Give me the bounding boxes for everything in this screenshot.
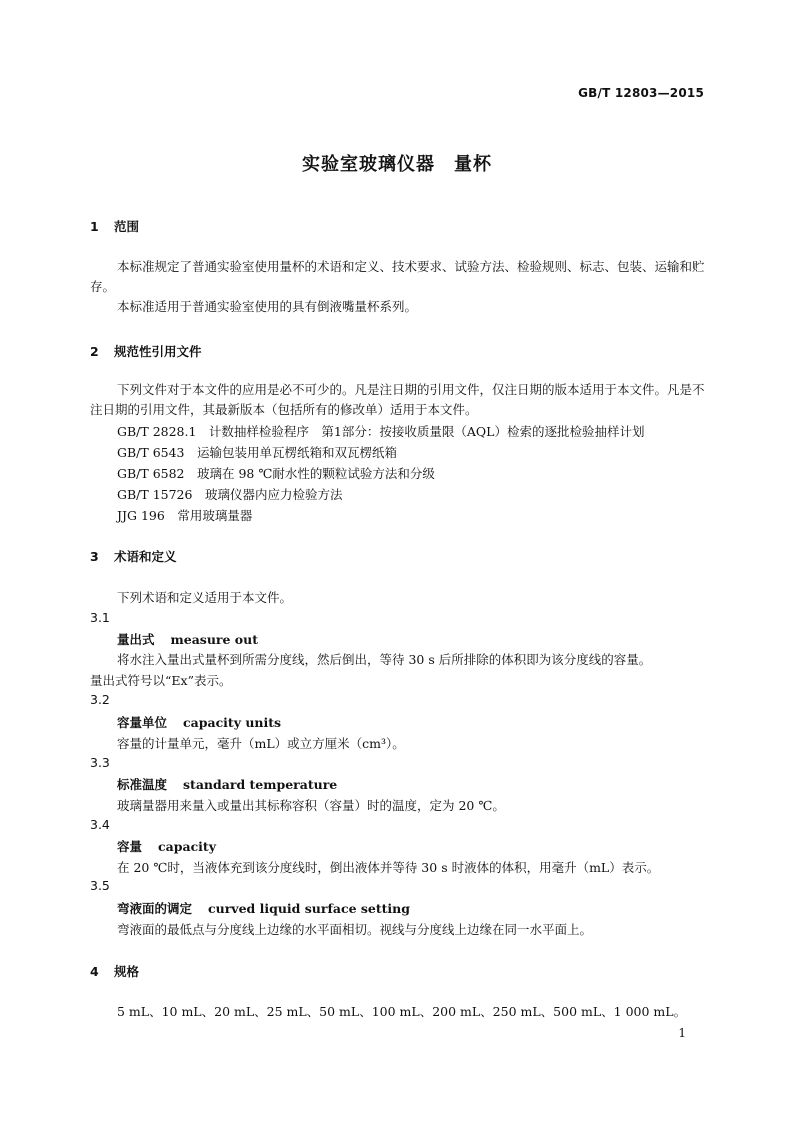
standard-code: GB/T 12803—2015 [578,86,704,100]
scope-paragraph-2: 本标准适用于普通实验室使用的具有倒液嘴量杯系列。 [117,299,418,314]
term-heading [117,630,258,648]
section-title: 规格 [114,964,140,979]
page-number: 1 [678,1026,686,1040]
term-name-en: capacity units [183,715,282,730]
section-heading-normative [90,342,202,360]
term-number: 3.3 [90,755,110,770]
reference-item: GB/T 15726 玻璃仪器内应力检验方法 [117,487,343,502]
term-name-en: curved liquid surface setting [208,901,410,916]
term-definition: 在 20 ℃时，当液体充到该分度线时，倒出液体并等待 30 s 时液体的体积，用毫升（mL）表示。 [117,860,660,875]
term-definition: 将水注入量出式量杯到所需分度线，然后倒出，等待 30 s 后所排除的体积即为该分度线的容量。 [117,652,652,667]
section-number: 4 [90,964,99,979]
term-definition: 弯液面的最低点与分度线上边缘的水平面相切。视线与分度线上边缘在同一水平面上。 [117,922,593,937]
section-heading-specs [90,962,139,980]
page-title: 实验室玻璃仪器 量杯 [302,154,492,175]
terms-intro: 下列术语和定义适用于本文件。 [117,590,293,605]
term-number: 3.2 [90,692,110,707]
term-definition: 玻璃量器用来量入或量出其标称容积（容量）时的温度，定为 20 ℃。 [117,798,505,813]
term-name-zh: 容量 [117,839,143,854]
term-name-zh: 量出式 [117,632,155,647]
specs-list: 5 mL、10 mL、20 mL、25 mL、50 mL、100 mL、200 mL、250 mL、500 mL、1 000 mL。 [117,1004,687,1019]
reference-item: GB/T 6543 运输包装用单瓦楞纸箱和双瓦楞纸箱 [117,445,398,460]
term-number: 3.5 [90,878,110,893]
section-number: 3 [90,549,99,564]
section-title: 规范性引用文件 [114,344,202,359]
normative-intro: 下列文件对于本文件的应用是必不可少的。凡是注日期的引用文件，仅注日期的版本适用于本文件。凡是不注日期的引用文件，其最新版本（包括所有的修改单）适用于本文件。 [90,382,705,417]
section-heading-terms [90,547,177,565]
reference-item: JJG 196 常用玻璃量器 [117,508,253,523]
section-heading-scope [90,217,139,235]
term-definition: 容量的计量单元，毫升（mL）或立方厘米（cm³）。 [117,736,405,751]
term-name-zh: 容量单位 [117,715,168,730]
section-number: 2 [90,344,99,359]
term-name-en: capacity [158,839,216,854]
term-heading [117,775,337,793]
section-title: 术语和定义 [114,549,177,564]
section-title: 范围 [114,219,140,234]
term-heading [117,899,410,917]
reference-item: GB/T 2828.1 计数抽样检验程序 第1部分：按接收质量限（AQL）检索的逐批检验抽样计划 [117,424,645,439]
term-name-zh: 标准温度 [117,777,168,792]
term-definition-note: 量出式符号以“Ex”表示。 [90,673,232,688]
term-name-en: standard temperature [183,777,338,792]
term-name-en: measure out [170,632,259,647]
reference-item: GB/T 6582 玻璃在 98 ℃耐水性的颗粒试验方法和分级 [117,466,435,481]
section-number: 1 [90,219,99,234]
term-heading [117,837,216,855]
term-number: 3.4 [90,817,110,832]
term-number: 3.1 [90,610,110,625]
scope-paragraph-1: 本标准规定了普通实验室使用量杯的术语和定义、技术要求、试验方法、检验规则、标志、包装、运输和贮存。 [90,259,705,294]
term-name-zh: 弯液面的调定 [117,901,193,916]
term-heading [117,713,281,731]
